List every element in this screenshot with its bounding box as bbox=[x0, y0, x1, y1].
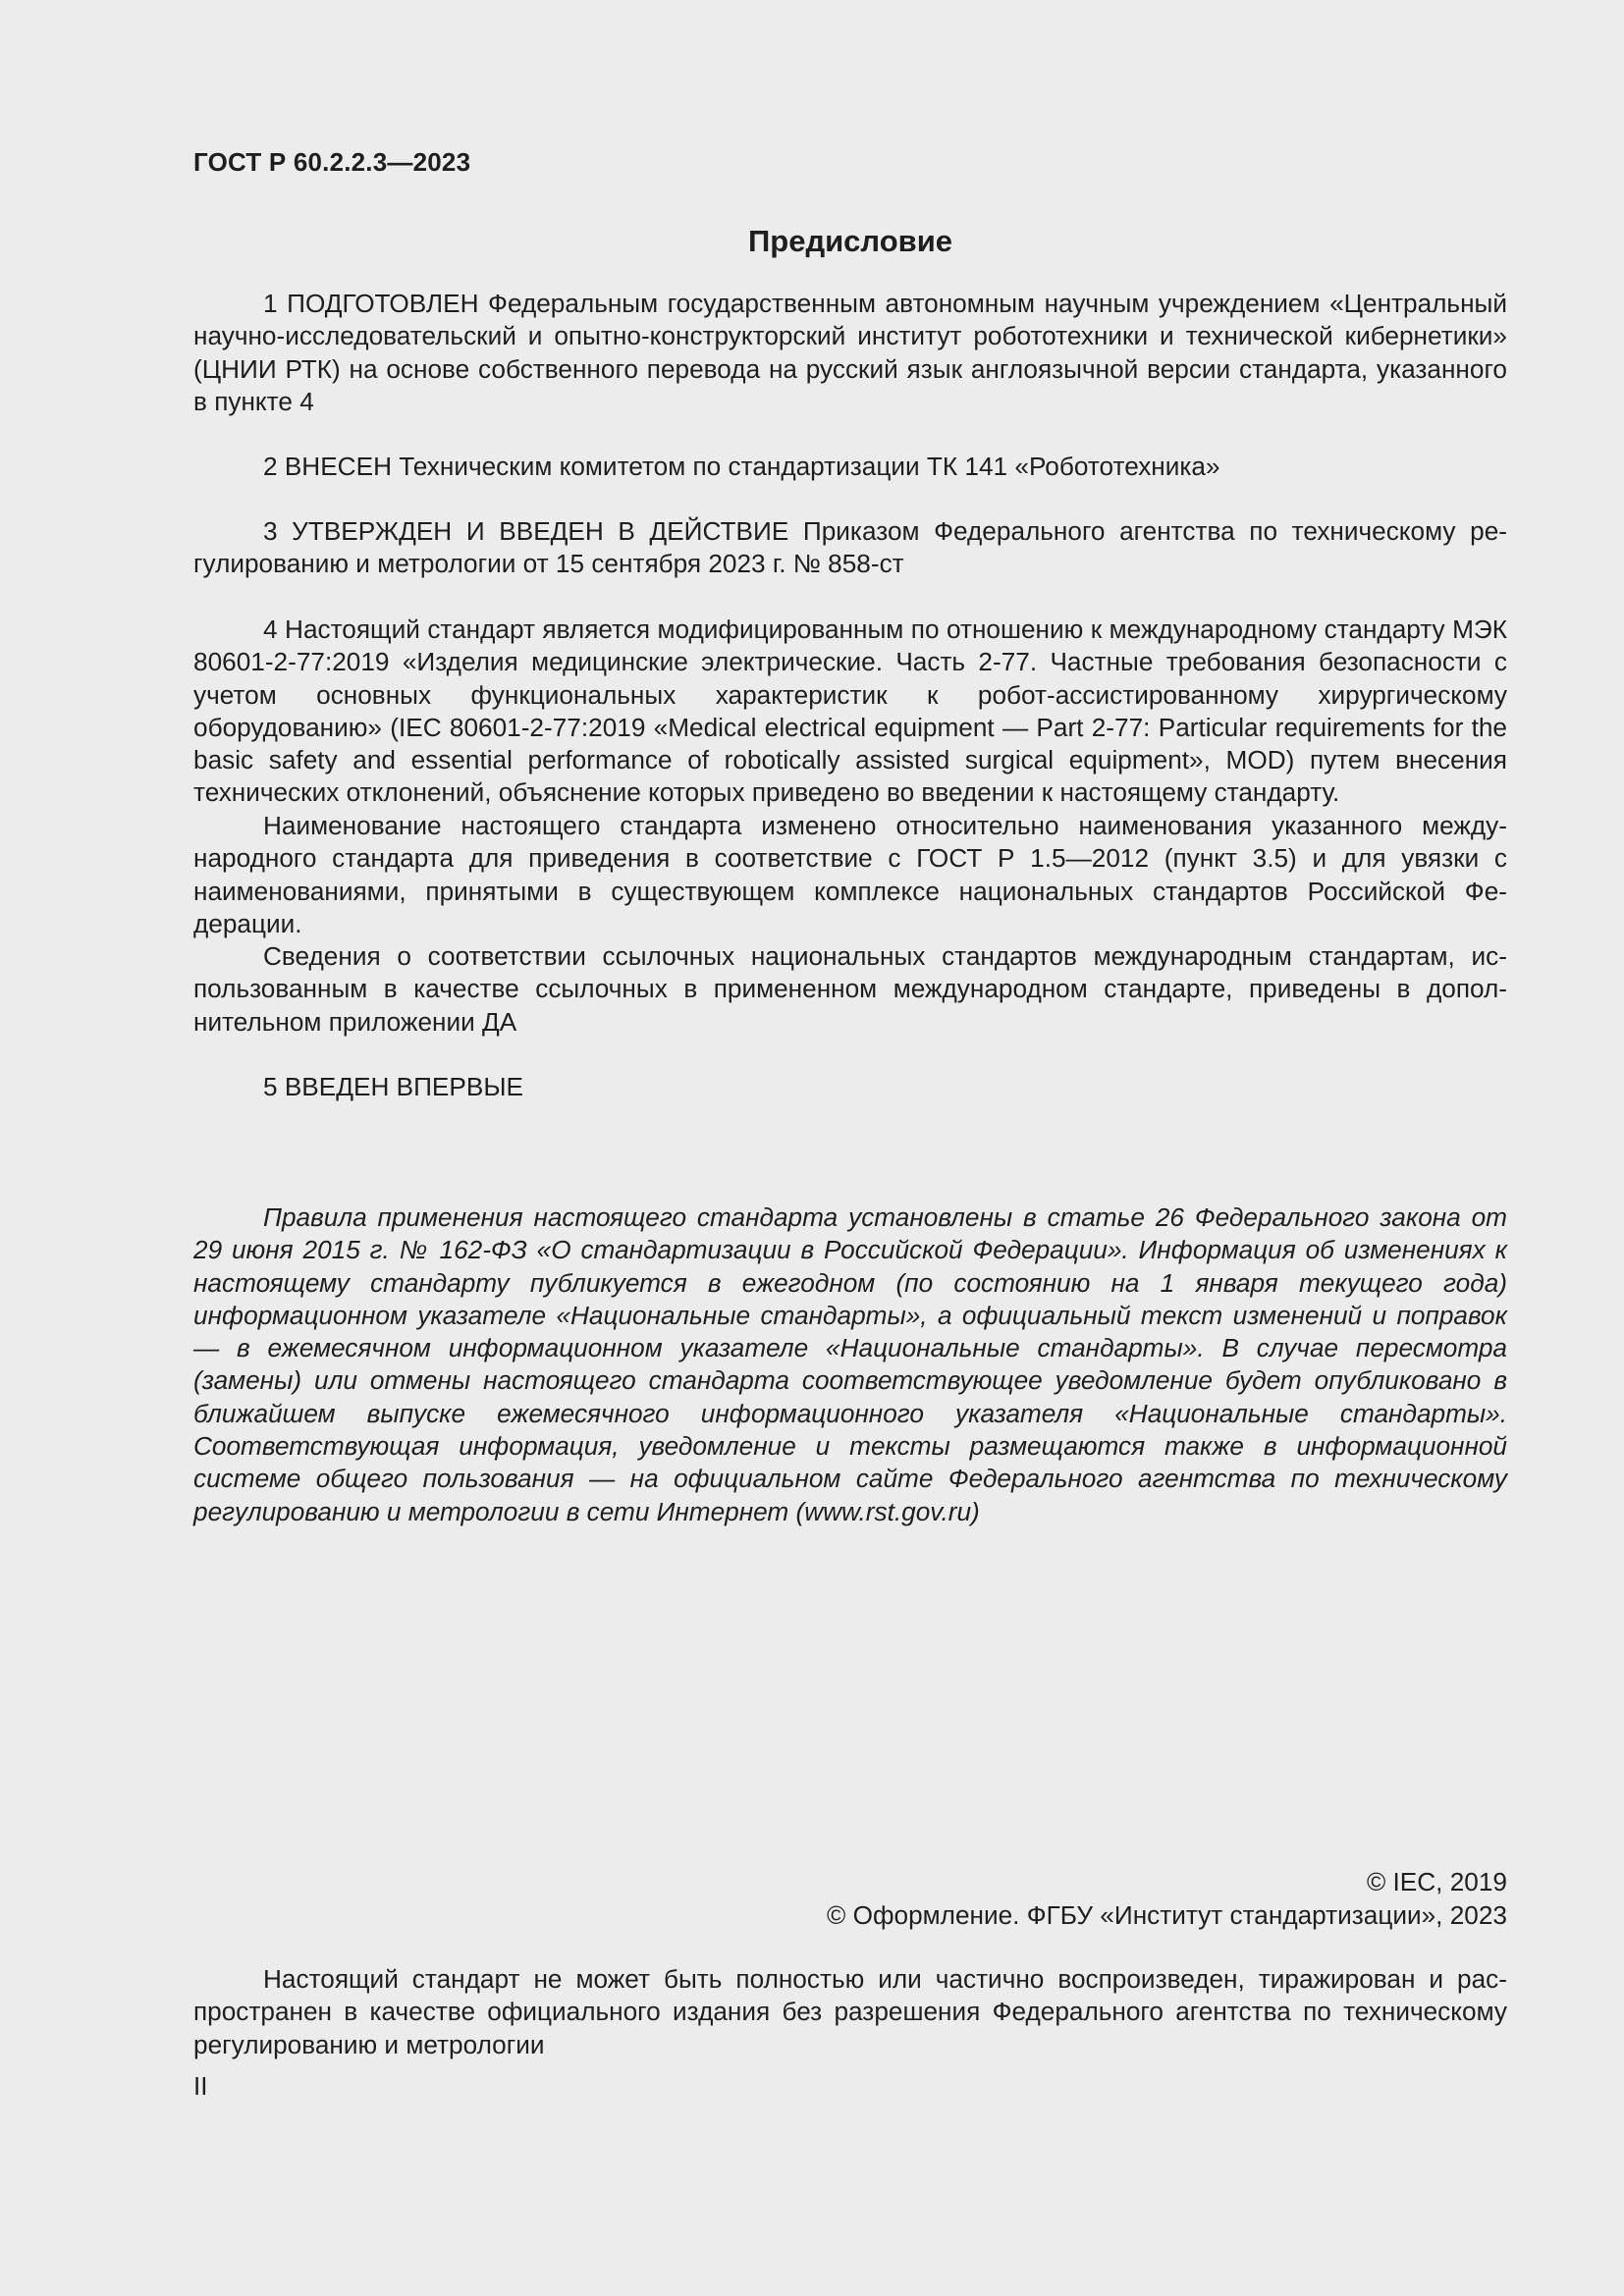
paragraph-5-first-introduced: 5 ВВЕДЕН ВПЕРВЫЕ bbox=[263, 1072, 523, 1101]
copyright-block bbox=[193, 1865, 1507, 1932]
document-code-header: ГОСТ Р 60.2.2.3—2023 bbox=[193, 147, 471, 177]
copyright-iec: © IEC, 2019 bbox=[1366, 1867, 1507, 1896]
paragraph-4-modification: 4 Настоящий стандарт является модифицированным по отношению к международному стандарту МЭК 80601-2-77:2019 «Изделия медицинские электрические. Часть 2-77. Частные требования безопасности с учетом основных функциональных характеристик к робот-ассистированному хирургическому оборудованию» (IEC 80601-2-77:2019 «Medical electrical equipment — Part 2-77: Particular requirements for the basic safety and essential performance of robotically assisted surgical equipment», MOD) путем внесения технических отклонений, объяснение которых приведено во введении к настоящему стандарту. bbox=[193, 614, 1507, 808]
reproduction-notice: Настоящий стандарт не может быть полностью или частично воспроизведен, тиражирован и распространен в качестве официального издания без разрешения Федерального агентства по техническому регулированию и метрологии bbox=[193, 1964, 1507, 2059]
rules-of-application-notice: Правила применения настоящего стандарта установлены в статье 26 Федерального закона от 29 июня 2015 г. № 162-ФЗ «О стандартизации в Российской Федерации». Информация об изменениях к настоящему стандарту публикуется в ежегодном (по состоянию на 1 января текущего года) информационном указателе «Национальные стандарты», а официальный текст изменений и поправок — в ежемесячном информационном указателе «Национальные стандарты». В случае пересмотра (замены) или отмены настоящего стандарта соответствующее уведомление будет опубликовано в ближайшем выпуске ежемесячного информационного указателя «Национальные стандарты». Соответствующая информация, уведомление и тексты размещаются также в информационной системе общего пользования — на официальном сайте Федерального агентства по техническому регулированию и метрологии в сети Интернет (www.rst.gov.ru) bbox=[193, 1202, 1507, 1526]
paragraph-1-prepared: 1 ПОДГОТОВЛЕН Федеральным государственным автономным научным учреждением «Центральный научно-исследовательский и опытно-конструкторский институт робототехники и технической кибернетики» (ЦНИИ РТК) на основе собственного перевода на русский язык англоязычной версии стандарта, указанного в пункте 4 bbox=[193, 289, 1507, 416]
page-title: Предисловие bbox=[747, 224, 952, 258]
page-number: II bbox=[193, 2071, 208, 2101]
paragraph-4-name-change: Наименование настоящего стандарта изменено относительно наименования указанного международного стандарта для приведения в соответствие с ГОСТ Р 1.5—2012 (пункт 3.5) и для увязки с наименованиями, принятыми в существующем комплексе национальных стандартов Российской Федерации. bbox=[193, 811, 1507, 938]
paragraph-4-references: Сведения о соответствии ссылочных национальных стандартов международным стандартам, использованным в качестве ссылочных в примененном международном стандарте, приведены в дополнительном приложении ДА bbox=[193, 941, 1507, 1037]
copyright-design: © Оформление. ФГБУ «Институт стандартизации», 2023 bbox=[827, 1900, 1507, 1930]
paragraph-3-approved: 3 УТВЕРЖДЕН И ВВЕДЕН В ДЕЙСТВИЕ Приказом Федерального агентства по техническому регулированию и метрологии от 15 сентября 2023 г. № 858-ст bbox=[193, 516, 1507, 579]
paragraph-2-introduced: 2 ВНЕСЕН Техническим комитетом по стандартизации ТК 141 «Робототехника» bbox=[263, 452, 1220, 481]
